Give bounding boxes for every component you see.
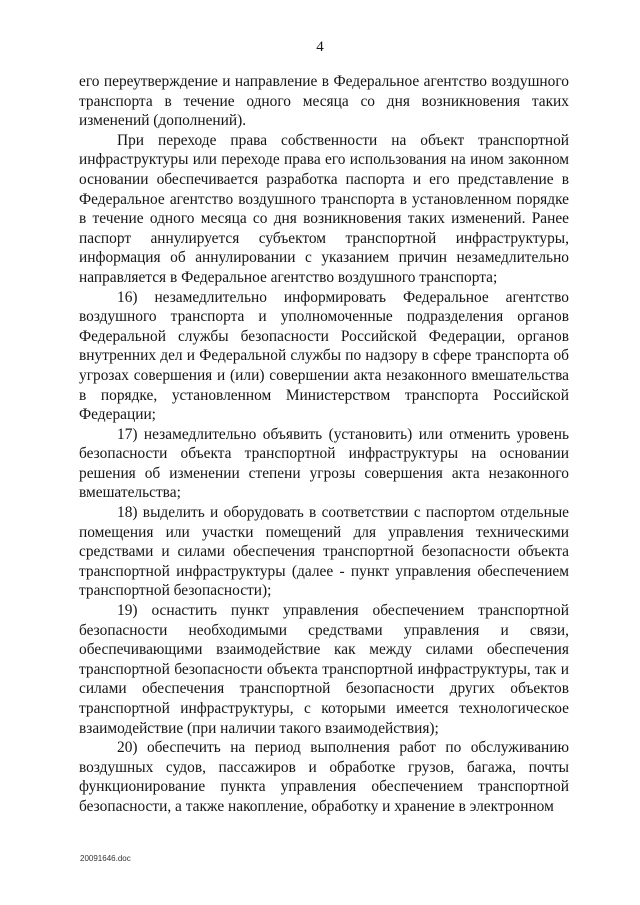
footer-filename: 20091646.doc	[80, 854, 131, 863]
paragraph-item-19: 19) оснастить пункт управления обеспечением транспортной безопасности необходимыми средствами управления и связи, обеспечивающими взаимодействие как между силами обеспечения транспортной безопасности объекта транспортной инфраструктуры, так и силами обеспечения транспортной безопасности других объектов транспортной инфраструктуры, с которыми имеется технологическое взаимодействие (при наличии такого взаимодействия);	[79, 602, 569, 737]
paragraph-ownership-transfer: При переходе права собственности на объект транспортной инфраструктуры или переходе права его использования на ином законном основании обеспечивается разработка паспорта и его представление в Федеральное агентство воздушного транспорта в установленном порядке в течение одного месяца со дня возникновения таких изменений. Ранее паспорт аннулируется субъектом транспортной инфраструктуры, информация об аннулировании с указанием причин незамедлительно направляется в Федеральное агентство воздушного транспорта;	[79, 131, 569, 286]
paragraph-item-18: 18) выделить и оборудовать в соответствии с паспортом отдельные помещения или участки помещений для управления техническими средствами и силами обеспечения транспортной безопасности объекта транспортной инфраструктуры (далее - пункт управления обеспечением транспортной безопасности);	[79, 504, 569, 600]
paragraph-item-17: 17) незамедлительно объявить (установить) или отменить уровень безопасности объекта транспортной инфраструктуры на основании решения об изменении степени угрозы совершения акта незаконного вмешательства;	[79, 425, 569, 502]
paragraph-item-16: 16) незамедлительно информировать Федеральное агентство воздушного транспорта и уполномоченные подразделения органов Федеральной службы безопасности Российской Федерации, органов внутренних дел и Федеральной службы по надзору в сфере транспорта об угрозах совершения и (или) совершении акта незаконного вмешательства в порядке, установленном Министерством транспорта Российской Федерации;	[79, 288, 569, 424]
page-number: 4	[316, 39, 324, 55]
paragraph-item-20: 20) обеспечить на период выполнения работ по обслуживанию воздушных судов, пассажиров и обработке грузов, багажа, почты функционирование пункта управления обеспечением транспортной безопасности, а также накопление, обработку и хранение в электронном	[79, 739, 569, 815]
document-body	[79, 72, 569, 817]
paragraph-continuation: его переутверждение и направление в Федеральное агентство воздушного транспорта в течение одного месяца со дня возникновения таких изменений (дополнений).	[79, 73, 569, 130]
